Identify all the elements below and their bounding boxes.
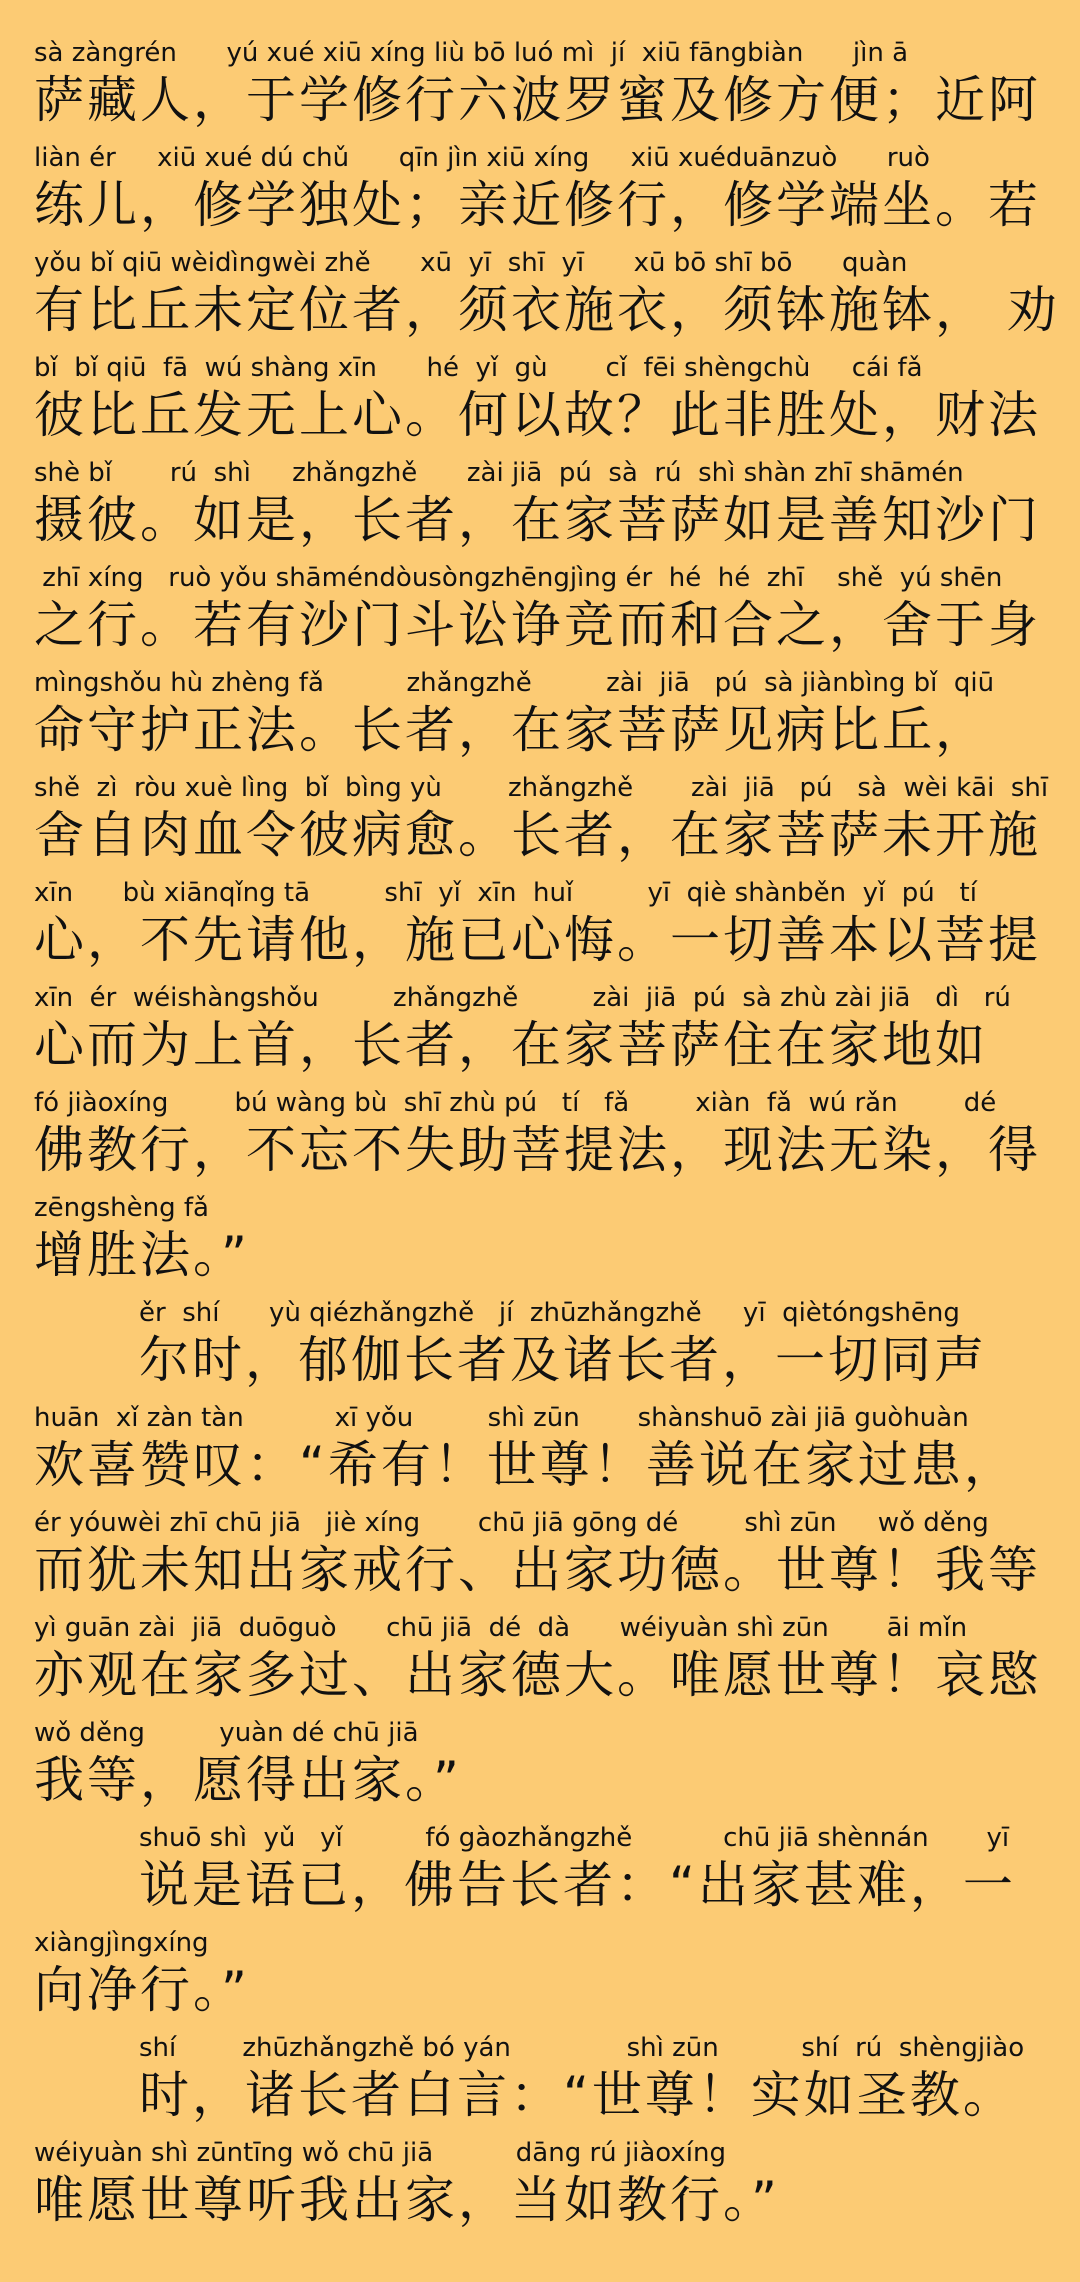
chinese-text: 尔时，郁伽长者及诸长者，一切同声 [139, 1331, 987, 1389]
text-line [34, 1926, 1046, 2031]
chinese-text: 有比丘未定位者，须衣施衣，须钵施钵， 劝 [34, 281, 1060, 339]
pinyin-annotation: shí zhūzhǎngzhě bó yán shì zūn shí rú shèngjiào [139, 2033, 1025, 2063]
text-line [34, 771, 1049, 876]
pinyin-annotation: wǒ děng yuàn dé chū jiā [34, 1718, 419, 1748]
chinese-text: 向净行。” [34, 1961, 250, 2019]
text-line [34, 456, 1046, 561]
text-line [34, 1191, 1046, 1296]
pinyin-annotation: fó jiàoxíng bú wàng bù shī zhù pú tí fǎ xiàn fǎ wú rǎn dé [34, 1088, 997, 1118]
pinyin-annotation: mìngshǒu hù zhèng fǎ zhǎngzhě zài jiā pú sà jiànbìng bǐ qiū [34, 668, 995, 698]
chinese-text: 增胜法。” [34, 1226, 250, 1284]
text-line [34, 36, 1046, 141]
text-line [34, 981, 1046, 1086]
pinyin-annotation: shě zì ròu xuè lìng bǐ bìng yù zhǎngzhě zài jiā pú sà wèi kāi shī [34, 773, 1049, 803]
chinese-text: 唯愿世尊听我出家，当如教行。” [34, 2171, 780, 2229]
chinese-text: 时，诸长者白言：“世尊！实如圣教。 [139, 2066, 1016, 2124]
chinese-text: 我等，愿得出家。” [34, 1751, 462, 1809]
text-line [34, 246, 1060, 351]
pinyin-annotation: liàn ér xiū xué dú chǔ qīn jìn xiū xíng xiū xuéduānzuò ruò [34, 143, 930, 173]
text-line [34, 1506, 1046, 1611]
text-line [34, 561, 1046, 666]
pinyin-annotation: xīn ér wéishàngshǒu zhǎngzhě zài jiā pú sà zhù zài jiā dì rú [34, 983, 1011, 1013]
chinese-text: 彼比丘发无上心。何以故？此非胜处，财法 [34, 386, 1041, 444]
chinese-text: 心而为上首，长者，在家菩萨住在家地如 [34, 1016, 988, 1074]
text-line [34, 666, 1046, 771]
chinese-text: 萨藏人，于学修行六波罗蜜及修方便；近阿 [34, 71, 1041, 129]
pinyin-annotation: bǐ bǐ qiū fā wú shàng xīn hé yǐ gù cǐ fēi shèngchù cái fǎ [34, 353, 923, 383]
pinyin-annotation: xīn bù xiānqǐng tā shī yǐ xīn huǐ yī qiè shànběn yǐ pú tí [34, 878, 977, 908]
pinyin-annotation: huān xǐ zàn tàn xī yǒu shì zūn shànshuō zài jiā guòhuàn [34, 1403, 969, 1433]
text-line [34, 1716, 1046, 1821]
pinyin-annotation: shuō shì yǔ yǐ fó gàozhǎngzhě chū jiā shènnán yī [139, 1823, 1010, 1853]
chinese-text: 佛教行，不忘不失助菩提法，现法无染，得 [34, 1121, 1041, 1179]
chinese-text: 练儿，修学独处；亲近修行，修学端坐。若 [34, 176, 1041, 234]
pinyin-annotation: sà zàngrén yú xué xiū xíng liù bō luó mì jí xiū fāngbiàn jìn ā [34, 38, 909, 68]
pinyin-annotation: shè bǐ rú shì zhǎngzhě zài jiā pú sà rú shì shàn zhī shāmén [34, 458, 964, 488]
text-line [34, 2136, 1046, 2241]
chinese-text: 命守护正法。长者，在家菩萨见病比丘， [34, 701, 988, 759]
pinyin-annotation: ěr shí yù qiézhǎngzhě jí zhūzhǎngzhě yī qiètóngshēng [139, 1298, 960, 1328]
pinyin-annotation: xiàngjìngxíng [34, 1928, 209, 1958]
text-line [34, 1611, 1046, 1716]
text-line [34, 1401, 1046, 1506]
pinyin-annotation: zēngshèng fǎ [34, 1193, 209, 1223]
text-line [34, 1086, 1046, 1191]
text-line [34, 2031, 1046, 2136]
pinyin-annotation: ér yóuwèi zhī chū jiā jiè xíng chū jiā gōng dé shì zūn wǒ děng [34, 1508, 989, 1538]
pinyin-annotation: wéiyuàn shì zūntīng wǒ chū jiā dāng rú jiàoxíng [34, 2138, 726, 2168]
chinese-text: 说是语已，佛告长者：“出家甚难，一 [139, 1856, 1016, 1914]
chinese-text: 之行。若有沙门斗讼诤竞而和合之，舍于身 [34, 596, 1041, 654]
chinese-text: 亦观在家多过、出家德大。唯愿世尊！哀愍 [34, 1646, 1041, 1704]
chinese-text: 舍自肉血令彼病愈。长者，在家菩萨未开施 [34, 806, 1041, 864]
text-line [34, 141, 1046, 246]
text-line [34, 876, 1046, 981]
text-line [34, 1296, 1046, 1401]
pinyin-annotation: yǒu bǐ qiū wèidìngwèi zhě xū yī shī yī xū bō shī bō quàn [34, 248, 908, 278]
chinese-text: 摄彼。如是，长者，在家菩萨如是善知沙门 [34, 491, 1041, 549]
chinese-text: 而犹未知出家戒行、出家功德。世尊！我等 [34, 1541, 1041, 1599]
chinese-text: 心，不先请他，施已心悔。一切善本以菩提 [34, 911, 1041, 969]
pinyin-annotation: zhī xíng ruò yǒu shāméndòusòngzhēngjìng ér hé hé zhī shě yú shēn [34, 563, 1003, 593]
chinese-text: 欢喜赞叹：“希有！世尊！善说在家过患， [34, 1436, 1017, 1494]
text-line [34, 1821, 1046, 1926]
text-line [34, 351, 1046, 456]
pinyin-annotation: yì guān zài jiā duōguò chū jiā dé dà wéiyuàn shì zūn āi mǐn [34, 1613, 968, 1643]
